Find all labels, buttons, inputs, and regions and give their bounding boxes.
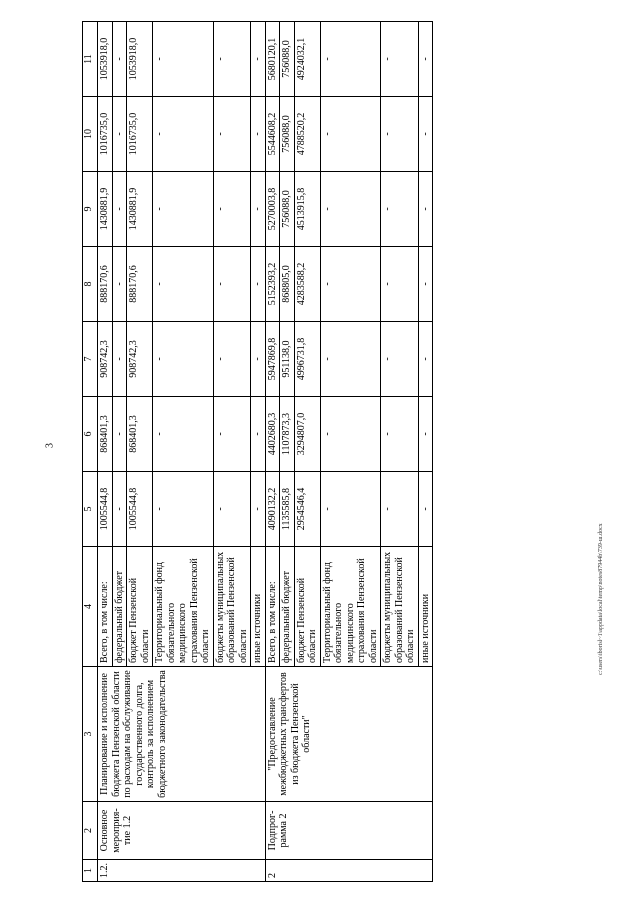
value-cell: 1005544,8 — [98, 472, 113, 547]
value-cell: 1135585,8 — [280, 472, 295, 547]
value-cell: 4924032,1 — [294, 22, 320, 97]
value-cell: 868401,3 — [98, 397, 113, 472]
value-cell: - — [418, 22, 433, 97]
value-cell: 951138,0 — [280, 322, 295, 397]
value-cell: 4283588,2 — [294, 247, 320, 322]
page-number: 3 — [44, 443, 56, 448]
value-cell: 4513915,8 — [294, 172, 320, 247]
value-cell: - — [251, 322, 266, 397]
value-cell: 756088,0 — [280, 22, 295, 97]
value-cell: - — [251, 472, 266, 547]
value-cell: - — [251, 22, 266, 97]
header-cell: 11 — [83, 22, 98, 97]
value-cell: - — [213, 97, 251, 172]
value-cell: 1016735,0 — [98, 97, 113, 172]
header-cell: 5 — [83, 472, 98, 547]
value-cell: - — [153, 472, 214, 547]
value-cell: - — [381, 397, 419, 472]
funding-source: Всего, в том числе: — [98, 547, 113, 667]
funding-source: иные источники — [251, 547, 266, 667]
value-cell: - — [320, 322, 381, 397]
section-kind: Основное мероприя-тие 1.2 — [98, 802, 266, 860]
value-cell: 1005544,8 — [127, 472, 153, 547]
value-cell: - — [251, 247, 266, 322]
table-row — [265, 22, 280, 882]
value-cell: - — [320, 247, 381, 322]
header-cell: 8 — [83, 247, 98, 322]
value-cell: 1016735,0 — [127, 97, 153, 172]
value-cell: 1053918,0 — [98, 22, 113, 97]
value-cell: 756088,0 — [280, 172, 295, 247]
value-cell: - — [320, 22, 381, 97]
header-cell: 1 — [83, 860, 98, 882]
value-cell: 4996731,8 — [294, 322, 320, 397]
value-cell: 4090132,2 — [265, 472, 280, 547]
value-cell: - — [153, 397, 214, 472]
value-cell: 868401,3 — [127, 397, 153, 472]
funding-source: Всего, в том числе: — [265, 547, 280, 667]
funding-source: бюджет Пензенской области — [294, 547, 320, 667]
value-cell: - — [418, 172, 433, 247]
section-kind: Подпрог-рамма 2 — [265, 802, 433, 860]
funding-source: федеральный бюджет — [112, 547, 127, 667]
funding-source: Территориальный фонд обязательного медицинского страхования Пензенской области — [320, 547, 381, 667]
value-cell: 908742,3 — [127, 322, 153, 397]
value-cell: - — [381, 172, 419, 247]
budget-table — [82, 21, 433, 882]
value-cell: - — [112, 22, 127, 97]
header-row — [83, 22, 98, 882]
value-cell: - — [112, 472, 127, 547]
value-cell: 1430881,9 — [98, 172, 113, 247]
value-cell: - — [112, 247, 127, 322]
value-cell: 756088,0 — [280, 97, 295, 172]
value-cell: 5270003,8 — [265, 172, 280, 247]
value-cell: - — [112, 322, 127, 397]
value-cell: 888170,6 — [127, 247, 153, 322]
value-cell: 2954546,4 — [294, 472, 320, 547]
value-cell: 5947869,8 — [265, 322, 280, 397]
value-cell: - — [213, 397, 251, 472]
value-cell: - — [381, 472, 419, 547]
budget-table-sheet — [82, 22, 587, 882]
value-cell: - — [320, 97, 381, 172]
value-cell: - — [381, 22, 419, 97]
value-cell: - — [251, 397, 266, 472]
value-cell: - — [112, 397, 127, 472]
value-cell: - — [213, 22, 251, 97]
value-cell: - — [213, 247, 251, 322]
value-cell: - — [418, 397, 433, 472]
value-cell: - — [112, 97, 127, 172]
value-cell: 4402680,3 — [265, 397, 280, 472]
section-name: "Предоставление межбюджетных трансфертов из бюджета Пензенской области" — [265, 667, 433, 802]
value-cell: - — [153, 97, 214, 172]
value-cell: - — [320, 397, 381, 472]
header-cell: 9 — [83, 172, 98, 247]
value-cell: - — [153, 172, 214, 247]
header-cell: 2 — [83, 802, 98, 860]
value-cell: - — [153, 247, 214, 322]
value-cell: 1430881,9 — [127, 172, 153, 247]
document-path: c:\users\iborisl~1\appdata\local\temp\notes87944b\739-ш.docx — [598, 523, 604, 675]
value-cell: 1053918,0 — [127, 22, 153, 97]
value-cell: - — [418, 322, 433, 397]
value-cell: - — [320, 172, 381, 247]
section-number: 1.2. — [98, 860, 266, 882]
header-cell: 7 — [83, 322, 98, 397]
header-cell: 3 — [83, 667, 98, 802]
value-cell: - — [153, 322, 214, 397]
value-cell: 5544608,2 — [265, 97, 280, 172]
value-cell: - — [251, 97, 266, 172]
header-cell: 6 — [83, 397, 98, 472]
value-cell: - — [112, 172, 127, 247]
value-cell: - — [251, 172, 266, 247]
value-cell: - — [213, 172, 251, 247]
value-cell: - — [418, 472, 433, 547]
value-cell: - — [153, 22, 214, 97]
value-cell: 5152393,2 — [265, 247, 280, 322]
funding-source: бюджет Пензенской области — [127, 547, 153, 667]
funding-source: бюджеты муниципальных образований Пензенской области — [381, 547, 419, 667]
value-cell: - — [320, 472, 381, 547]
value-cell: 908742,3 — [98, 322, 113, 397]
value-cell: 888170,6 — [98, 247, 113, 322]
value-cell: 3294807,0 — [294, 397, 320, 472]
funding-source: бюджеты муниципальных образований Пензенской области — [213, 547, 251, 667]
value-cell: - — [213, 322, 251, 397]
funding-source: Территориальный фонд обязательного медицинского страхования Пензенской области — [153, 547, 214, 667]
value-cell: 5680120,1 — [265, 22, 280, 97]
value-cell: - — [381, 322, 419, 397]
funding-source: иные источники — [418, 547, 433, 667]
header-cell: 4 — [83, 547, 98, 667]
table-row — [98, 22, 113, 882]
section-name: Планирование и исполнение бюджета Пензенской области по расходам на обслуживание государственного долга, контроль за исполнением бюджетного законодательства — [98, 667, 266, 802]
funding-source: федеральный бюджет — [280, 547, 295, 667]
value-cell: 868805,0 — [280, 247, 295, 322]
value-cell: - — [381, 247, 419, 322]
value-cell: - — [418, 247, 433, 322]
value-cell: - — [381, 97, 419, 172]
value-cell: 1107873,3 — [280, 397, 295, 472]
section-number: 2 — [265, 860, 433, 882]
value-cell: 4788520,2 — [294, 97, 320, 172]
value-cell: - — [418, 97, 433, 172]
value-cell: - — [213, 472, 251, 547]
header-cell: 10 — [83, 97, 98, 172]
